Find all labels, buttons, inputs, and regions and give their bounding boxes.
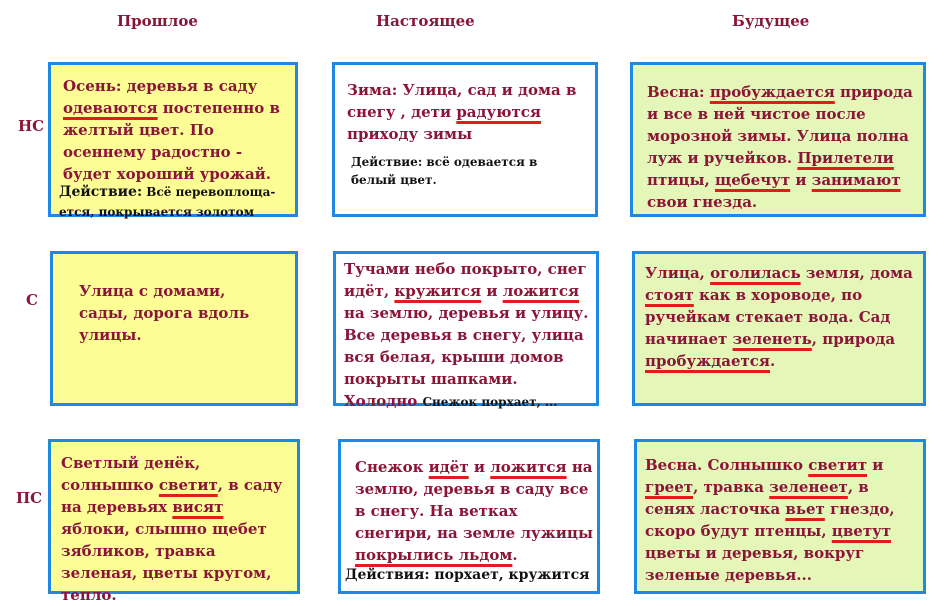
verb-underlined: пробуждается	[645, 352, 770, 370]
verb-underlined: занимают	[811, 171, 901, 189]
verb-underlined: висят	[172, 498, 224, 516]
header-present: Настоящее	[376, 12, 475, 30]
verb-underlined: греет	[645, 478, 694, 496]
verb-underlined: пробуждается	[709, 83, 835, 101]
verb-underlined: ложится	[502, 282, 580, 300]
cell-s-past-text: Улица с домами, сады, дорога вдоль улицы.	[79, 282, 250, 344]
verb-underlined: идёт	[428, 458, 469, 476]
cell-ps-present-action: Действия: порхает, кружится	[345, 567, 590, 583]
cell-ns-past-action: Действие: Всё перевоплоща-ется, покрывается золотом	[59, 184, 276, 219]
cell-ps-future	[634, 439, 926, 594]
cell-s-future-text: Улица, оголилась земля, дома стоят как в хороводе, по ручейкам стекает вода. Сад начинает зеленеть, природа пробуждается.	[645, 264, 913, 370]
row-label-ns: НС	[18, 117, 45, 135]
cell-s-past	[50, 251, 298, 406]
verb-underlined: стоят	[645, 286, 694, 304]
cell-ps-future-text: Весна. Солнышко светит и греет, травка зеленеет, в сенях ласточка вьет гнездо, скоро будут птенцы, цветут цветы и деревья, вокруг зеленые деревья...	[645, 456, 895, 584]
cell-ns-future	[630, 62, 926, 217]
header-past: Прошлое	[117, 12, 198, 30]
cell-ps-past-text: Светлый денёк, солнышко светит, в саду на деревьях висят яблоки, слышно щебет зябликов, травка зеленая, цветы кругом, тепло.	[61, 454, 283, 604]
cell-s-future	[632, 251, 926, 406]
cell-ns-present-text: Зима: Улица, сад и дома в снегу , дети радуются приходу зимы	[347, 81, 577, 143]
verb-underlined: вьет	[785, 500, 825, 518]
cell-ns-present	[332, 62, 598, 217]
verb-underlined: щебечут	[714, 171, 791, 189]
cell-ns-past	[48, 62, 298, 217]
verb-underlined: цветут	[831, 522, 892, 540]
verb-underlined: светит	[808, 456, 868, 474]
cell-ps-present-text: Снежок идёт и ложится на землю, деревья в саду все в снегу. На ветках снегири, на земле лужицы покрылись льдом.	[355, 458, 594, 564]
verb-underlined: светит	[158, 476, 218, 494]
cell-s-present-text: Тучами небо покрыто, снег идёт, кружится и ложится на землю, деревья и улицу. Все деревья в снегу, улица вся белая, крыши домов покрыты шапками. Холодно Снежок порхает, ...	[344, 260, 589, 410]
row-label-s: С	[26, 291, 38, 309]
cell-ps-past	[48, 439, 300, 604]
row-label-ps: ПС	[16, 489, 43, 507]
verb-underlined: зеленеть	[732, 330, 812, 348]
verb-underlined: кружится	[394, 282, 482, 300]
verb-underlined: зеленеет	[769, 478, 848, 496]
verb-underlined: оголилась	[710, 264, 801, 282]
verb-underlined: одеваются	[63, 99, 158, 117]
header-future: Будущее	[732, 12, 810, 30]
verb-underlined: ложится	[490, 458, 567, 476]
cell-s-present	[333, 251, 599, 410]
cell-ns-future-text: Весна: пробуждается природа и все в ней чистое после морозной зимы. Улица полна луж и ручейков. Прилетели птицы, щебечут и занимают свои гнезда.	[647, 83, 913, 211]
verb-underlined: радуются	[456, 103, 542, 121]
cell-ns-present-action: Действие: всё одевается в белый цвет.	[351, 155, 538, 187]
cell-s-present-tail: Снежок порхает, ...	[422, 395, 558, 409]
verb-underlined: Прилетели	[797, 149, 894, 167]
verb-underlined: покрылись льдом	[355, 546, 513, 564]
cell-ns-past-text: Осень: деревья в саду одеваются постепенно в желтый цвет. По осеннему радостно - будет хороший урожай.	[63, 77, 280, 183]
cell-ps-present	[338, 439, 600, 594]
